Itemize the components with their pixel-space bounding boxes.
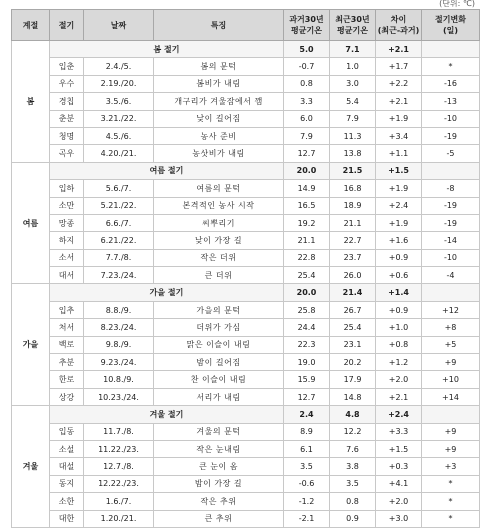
- term-cell: 경칩: [50, 93, 84, 110]
- season-summary-label: 여름 절기: [50, 162, 284, 179]
- date-cell: 3.5./6.: [84, 93, 154, 110]
- date-cell: 1.20./21.: [84, 510, 154, 527]
- change-cell: +9: [422, 354, 480, 371]
- date-cell: 1.6./7.: [84, 493, 154, 510]
- term-cell: 상강: [50, 388, 84, 405]
- change-cell: -14: [422, 232, 480, 249]
- season-summary-change: [422, 162, 480, 179]
- table-row: [12, 371, 480, 388]
- recent-temp-cell: 11.3: [330, 127, 376, 144]
- diff-cell: +2.0: [376, 493, 422, 510]
- table-row: [12, 388, 480, 405]
- table-row: [12, 127, 480, 144]
- past-temp-cell: 19.0: [284, 354, 330, 371]
- change-cell: *: [422, 475, 480, 492]
- header-past-line1: 과거30년: [289, 15, 324, 24]
- diff-cell: +2.1: [376, 93, 422, 110]
- table-row: [12, 180, 480, 197]
- season-summary-row: [12, 41, 480, 58]
- diff-cell: +1.6: [376, 232, 422, 249]
- header-diff-line1: 차이: [390, 15, 407, 24]
- diff-cell: +3.3: [376, 423, 422, 440]
- header-change-line2: (일): [442, 26, 459, 35]
- season-summary-diff: +2.1: [376, 41, 422, 58]
- diff-cell: +1.5: [376, 440, 422, 457]
- season-summary-label: 겨울 절기: [50, 406, 284, 423]
- season-summary-label: 가을 절기: [50, 284, 284, 301]
- unit-label: (단위: ℃): [439, 0, 475, 8]
- diff-cell: +0.3: [376, 458, 422, 475]
- recent-temp-cell: 23.7: [330, 249, 376, 266]
- feature-cell: 봄비가 내림: [154, 75, 284, 92]
- table-row: [12, 440, 480, 457]
- change-cell: -10: [422, 249, 480, 266]
- header-term: 절기: [50, 10, 84, 41]
- past-temp-cell: 7.9: [284, 127, 330, 144]
- diff-cell: +2.1: [376, 388, 422, 405]
- recent-temp-cell: 3.5: [330, 475, 376, 492]
- change-cell: +10: [422, 371, 480, 388]
- past-temp-cell: -2.1: [284, 510, 330, 527]
- feature-cell: 씨뿌리기: [154, 214, 284, 231]
- recent-temp-cell: 22.7: [330, 232, 376, 249]
- feature-cell: 여름의 문턱: [154, 180, 284, 197]
- date-cell: 11.7./8.: [84, 423, 154, 440]
- table-row: [12, 110, 480, 127]
- table-row: [12, 510, 480, 527]
- term-cell: 입동: [50, 423, 84, 440]
- season-summary-row: [12, 162, 480, 179]
- season-summary-row: [12, 406, 480, 423]
- season-summary-recent: 21.4: [330, 284, 376, 301]
- recent-temp-cell: 3.0: [330, 75, 376, 92]
- past-temp-cell: 3.5: [284, 458, 330, 475]
- diff-cell: +0.9: [376, 301, 422, 318]
- term-cell: 추분: [50, 354, 84, 371]
- season-summary-past: 2.4: [284, 406, 330, 423]
- change-cell: -19: [422, 214, 480, 231]
- feature-cell: 큰 눈이 옴: [154, 458, 284, 475]
- date-cell: 5.21./22.: [84, 197, 154, 214]
- feature-cell: 개구리가 겨울잠에서 깸: [154, 93, 284, 110]
- header-past: [284, 10, 330, 41]
- header-diff: [376, 10, 422, 41]
- seasonal-terms-table: [11, 9, 480, 528]
- term-cell: 춘분: [50, 110, 84, 127]
- feature-cell: 밤이 길어짐: [154, 354, 284, 371]
- date-cell: 8.8./9.: [84, 301, 154, 318]
- table-row: [12, 75, 480, 92]
- date-cell: 9.23./24.: [84, 354, 154, 371]
- term-cell: 우수: [50, 75, 84, 92]
- past-temp-cell: 22.8: [284, 249, 330, 266]
- diff-cell: +1.7: [376, 58, 422, 75]
- change-cell: -10: [422, 110, 480, 127]
- term-cell: 대한: [50, 510, 84, 527]
- season-name: 겨울: [12, 406, 50, 528]
- date-cell: 4.5./6.: [84, 127, 154, 144]
- recent-temp-cell: 1.0: [330, 58, 376, 75]
- change-cell: +3: [422, 458, 480, 475]
- feature-cell: 밤이 가장 길: [154, 475, 284, 492]
- recent-temp-cell: 7.6: [330, 440, 376, 457]
- header-recent-line1: 최근30년: [335, 15, 370, 24]
- header-row: [12, 10, 480, 41]
- past-temp-cell: 19.2: [284, 214, 330, 231]
- term-cell: 소한: [50, 493, 84, 510]
- recent-temp-cell: 16.8: [330, 180, 376, 197]
- change-cell: -5: [422, 145, 480, 162]
- recent-temp-cell: 17.9: [330, 371, 376, 388]
- change-cell: -19: [422, 127, 480, 144]
- diff-cell: +3.4: [376, 127, 422, 144]
- date-cell: 12.7./8.: [84, 458, 154, 475]
- table-row: [12, 423, 480, 440]
- term-cell: 동지: [50, 475, 84, 492]
- recent-temp-cell: 5.4: [330, 93, 376, 110]
- header-change: [422, 10, 480, 41]
- season-summary-past: 20.0: [284, 284, 330, 301]
- season-name: 봄: [12, 41, 50, 163]
- term-cell: 하지: [50, 232, 84, 249]
- table-row: [12, 249, 480, 266]
- diff-cell: +3.0: [376, 510, 422, 527]
- recent-temp-cell: 0.8: [330, 493, 376, 510]
- feature-cell: 작은 추위: [154, 493, 284, 510]
- past-temp-cell: 6.1: [284, 440, 330, 457]
- change-cell: -4: [422, 267, 480, 284]
- feature-cell: 낮이 길어짐: [154, 110, 284, 127]
- feature-cell: 작은 눈내림: [154, 440, 284, 457]
- past-temp-cell: 15.9: [284, 371, 330, 388]
- recent-temp-cell: 7.9: [330, 110, 376, 127]
- table-row: [12, 214, 480, 231]
- header-date: 날짜: [84, 10, 154, 41]
- past-temp-cell: -0.6: [284, 475, 330, 492]
- season-name: 여름: [12, 162, 50, 284]
- feature-cell: 큰 추위: [154, 510, 284, 527]
- table-row: [12, 93, 480, 110]
- season-summary-diff: +1.4: [376, 284, 422, 301]
- change-cell: +9: [422, 440, 480, 457]
- table-row: [12, 458, 480, 475]
- header-change-line1: 절기변화: [435, 15, 466, 24]
- term-cell: 망종: [50, 214, 84, 231]
- header-season: 계절: [12, 10, 50, 41]
- feature-cell: 농삿비가 내림: [154, 145, 284, 162]
- recent-temp-cell: 20.2: [330, 354, 376, 371]
- past-temp-cell: -0.7: [284, 58, 330, 75]
- change-cell: *: [422, 493, 480, 510]
- date-cell: 7.23./24.: [84, 267, 154, 284]
- header-recent: [330, 10, 376, 41]
- past-temp-cell: 6.0: [284, 110, 330, 127]
- recent-temp-cell: 26.0: [330, 267, 376, 284]
- change-cell: +12: [422, 301, 480, 318]
- recent-temp-cell: 23.1: [330, 336, 376, 353]
- season-summary-recent: 21.5: [330, 162, 376, 179]
- date-cell: 10.23./24.: [84, 388, 154, 405]
- diff-cell: +0.6: [376, 267, 422, 284]
- change-cell: +9: [422, 423, 480, 440]
- recent-temp-cell: 12.2: [330, 423, 376, 440]
- date-cell: 5.6./7.: [84, 180, 154, 197]
- recent-temp-cell: 18.9: [330, 197, 376, 214]
- table-row: [12, 145, 480, 162]
- past-temp-cell: 3.3: [284, 93, 330, 110]
- change-cell: *: [422, 58, 480, 75]
- term-cell: 청명: [50, 127, 84, 144]
- table-body: [12, 41, 480, 528]
- season-summary-diff: +1.5: [376, 162, 422, 179]
- feature-cell: 본격적인 농사 시작: [154, 197, 284, 214]
- table-row: [12, 475, 480, 492]
- term-cell: 백로: [50, 336, 84, 353]
- term-cell: 처서: [50, 319, 84, 336]
- season-summary-change: [422, 406, 480, 423]
- diff-cell: +2.4: [376, 197, 422, 214]
- past-temp-cell: 24.4: [284, 319, 330, 336]
- past-temp-cell: 12.7: [284, 145, 330, 162]
- date-cell: 2.4./5.: [84, 58, 154, 75]
- past-temp-cell: 16.5: [284, 197, 330, 214]
- date-cell: 9.8./9.: [84, 336, 154, 353]
- term-cell: 소설: [50, 440, 84, 457]
- past-temp-cell: 8.9: [284, 423, 330, 440]
- season-summary-recent: 7.1: [330, 41, 376, 58]
- feature-cell: 더위가 가심: [154, 319, 284, 336]
- table-row: [12, 58, 480, 75]
- feature-cell: 낮이 가장 길: [154, 232, 284, 249]
- term-cell: 곡우: [50, 145, 84, 162]
- diff-cell: +0.9: [376, 249, 422, 266]
- date-cell: 7.7./8.: [84, 249, 154, 266]
- feature-cell: 가을의 문턱: [154, 301, 284, 318]
- past-temp-cell: 25.8: [284, 301, 330, 318]
- recent-temp-cell: 25.4: [330, 319, 376, 336]
- table-row: [12, 354, 480, 371]
- change-cell: -16: [422, 75, 480, 92]
- feature-cell: 봄의 문턱: [154, 58, 284, 75]
- feature-cell: 맑은 이슬이 내림: [154, 336, 284, 353]
- date-cell: 2.19./20.: [84, 75, 154, 92]
- season-summary-diff: +2.4: [376, 406, 422, 423]
- change-cell: -8: [422, 180, 480, 197]
- diff-cell: +4.1: [376, 475, 422, 492]
- season-summary-recent: 4.8: [330, 406, 376, 423]
- season-summary-past: 5.0: [284, 41, 330, 58]
- header-diff-line2: (최근-과거): [377, 26, 420, 35]
- feature-cell: 찬 이슬이 내림: [154, 371, 284, 388]
- past-temp-cell: 22.3: [284, 336, 330, 353]
- season-summary-change: [422, 284, 480, 301]
- season-summary-label: 봄 절기: [50, 41, 284, 58]
- recent-temp-cell: 13.8: [330, 145, 376, 162]
- past-temp-cell: 0.8: [284, 75, 330, 92]
- diff-cell: +1.9: [376, 180, 422, 197]
- date-cell: 8.23./24.: [84, 319, 154, 336]
- term-cell: 대설: [50, 458, 84, 475]
- diff-cell: +1.1: [376, 145, 422, 162]
- change-cell: +8: [422, 319, 480, 336]
- term-cell: 대서: [50, 267, 84, 284]
- feature-cell: 작은 더위: [154, 249, 284, 266]
- date-cell: 6.6./7.: [84, 214, 154, 231]
- date-cell: 11.22./23.: [84, 440, 154, 457]
- recent-temp-cell: 0.9: [330, 510, 376, 527]
- term-cell: 입춘: [50, 58, 84, 75]
- table-row: [12, 197, 480, 214]
- table-row: [12, 267, 480, 284]
- table-row: [12, 301, 480, 318]
- table-row: [12, 493, 480, 510]
- season-summary-change: [422, 41, 480, 58]
- table-row: [12, 319, 480, 336]
- header-feature: 특징: [154, 10, 284, 41]
- diff-cell: +2.0: [376, 371, 422, 388]
- term-cell: 입추: [50, 301, 84, 318]
- feature-cell: 겨울의 문턱: [154, 423, 284, 440]
- past-temp-cell: 12.7: [284, 388, 330, 405]
- diff-cell: +2.2: [376, 75, 422, 92]
- term-cell: 소만: [50, 197, 84, 214]
- term-cell: 소서: [50, 249, 84, 266]
- past-temp-cell: -1.2: [284, 493, 330, 510]
- diff-cell: +1.9: [376, 214, 422, 231]
- date-cell: 10.8./9.: [84, 371, 154, 388]
- table-row: [12, 232, 480, 249]
- diff-cell: +0.8: [376, 336, 422, 353]
- diff-cell: +1.2: [376, 354, 422, 371]
- change-cell: -13: [422, 93, 480, 110]
- past-temp-cell: 25.4: [284, 267, 330, 284]
- recent-temp-cell: 14.8: [330, 388, 376, 405]
- recent-temp-cell: 26.7: [330, 301, 376, 318]
- change-cell: +14: [422, 388, 480, 405]
- date-cell: 4.20./21.: [84, 145, 154, 162]
- feature-cell: 큰 더위: [154, 267, 284, 284]
- date-cell: 6.21./22.: [84, 232, 154, 249]
- recent-temp-cell: 21.1: [330, 214, 376, 231]
- feature-cell: 농사 준비: [154, 127, 284, 144]
- diff-cell: +1.0: [376, 319, 422, 336]
- past-temp-cell: 21.1: [284, 232, 330, 249]
- season-summary-row: [12, 284, 480, 301]
- season-summary-past: 20.0: [284, 162, 330, 179]
- date-cell: 12.22./23.: [84, 475, 154, 492]
- header-past-line2: 평균기온: [291, 26, 322, 35]
- season-name: 가을: [12, 284, 50, 406]
- header-recent-line2: 평균기온: [337, 26, 368, 35]
- term-cell: 한로: [50, 371, 84, 388]
- recent-temp-cell: 3.8: [330, 458, 376, 475]
- term-cell: 입하: [50, 180, 84, 197]
- change-cell: +5: [422, 336, 480, 353]
- change-cell: -19: [422, 197, 480, 214]
- feature-cell: 서리가 내림: [154, 388, 284, 405]
- past-temp-cell: 14.9: [284, 180, 330, 197]
- date-cell: 3.21./22.: [84, 110, 154, 127]
- table-row: [12, 336, 480, 353]
- diff-cell: +1.9: [376, 110, 422, 127]
- change-cell: *: [422, 510, 480, 527]
